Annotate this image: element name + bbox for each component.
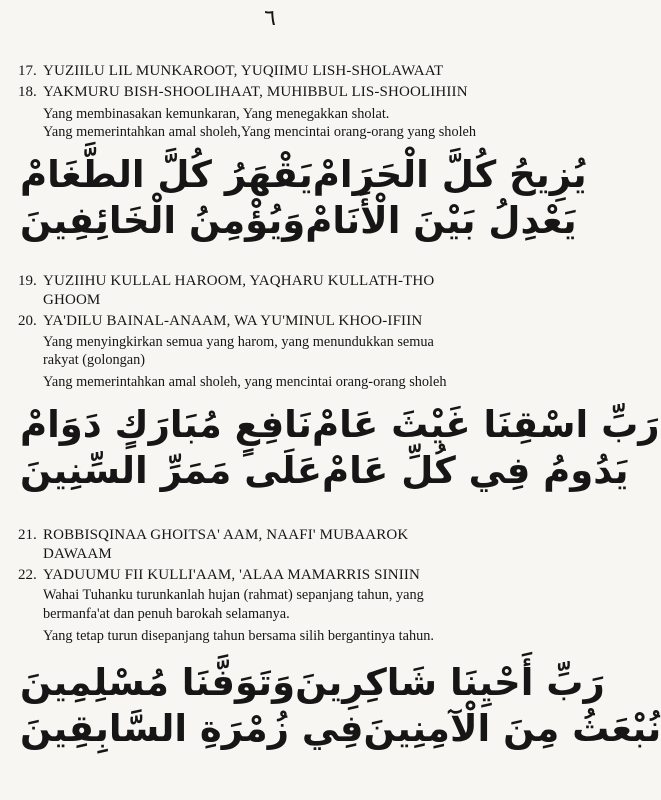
translation-line: Wahai Tuhanku turunkanlah hujan (rahmat) sepanjang tahun, yang <box>43 587 424 603</box>
arabic-hemistich: نَافِعٍ مُبَارَكٍ دَوَامْ <box>20 403 312 446</box>
arabic-hemistich: نُبْعَثُ مِنَ الْآمِنِينَ <box>363 707 661 750</box>
arabic-row <box>20 706 661 752</box>
verse-transliteration: DAWAAM <box>43 546 112 562</box>
arabic-verse-block <box>20 402 660 494</box>
arabic-hemistich: رَبِّ أَحْيِنَا شَاكِرِينَ <box>295 661 605 704</box>
arabic-row <box>20 198 577 244</box>
verse-transliteration: YUZIIHU KULLAL HAROOM, YAQHARU KULLATH-THO <box>43 273 435 289</box>
verse-transliteration: YAKMURU BISH-SHOOLIHAAT, MUHIBBUL LIS-SHOOLIHIIN <box>43 84 468 100</box>
arabic-row <box>20 152 587 198</box>
translation-line: Yang membinasakan kemunkaran, Yang menegakkan sholat. <box>43 106 390 122</box>
arabic-hemistich: يَقْهَرُ كُلَّ الطَّغَامْ <box>20 153 313 196</box>
verse-transliteration: GHOOM <box>43 292 101 308</box>
verse-number: 19. <box>18 273 37 289</box>
translation-line: rakyat (golongan) <box>43 352 146 368</box>
arabic-hemistich: رَبِّ اسْقِنَا غَيْثَ عَامْ <box>311 403 660 446</box>
translation-line: Yang memerintahkan amal sholeh,Yang mencintai orang-orang yang sholeh <box>43 124 477 140</box>
arabic-hemistich: يَدُومُ فِي كُلِّ عَامْ <box>322 449 629 492</box>
verse-number: 18. <box>18 84 37 100</box>
arabic-verse-block <box>20 152 587 244</box>
arabic-hemistich: فِي زُمْرَةِ السَّابِقِينَ <box>20 707 364 750</box>
verse-transliteration: YUZIILU LIL MUNKAROOT, YUQIIMU LISH-SHOLAWAAT <box>43 63 444 79</box>
arabic-hemistich: يَعْدِلُ بَيْنَ الْأَنَامْ <box>305 199 577 242</box>
arabic-hemistich: يُزِيحُ كُلَّ الْحَرَامْ <box>312 153 587 196</box>
verse-transliteration: YADUUMU FII KULLI'AAM, 'ALAA MAMARRIS SINIIN <box>43 567 421 583</box>
translation-line: Yang menyingkirkan semua yang harom, yang menundukkan semua <box>43 334 434 350</box>
translation-line: Yang tetap turun disepanjang tahun bersama silih bergantinya tahun. <box>43 628 434 644</box>
verse-number: 21. <box>18 527 37 543</box>
arabic-hemistich: وَتَوَفَّنَا مُسْلِمِينَ <box>20 661 296 704</box>
arabic-row <box>20 402 660 448</box>
translation-line: Yang memerintahkan amal sholeh, yang mencintai orang-orang sholeh <box>43 374 447 390</box>
verse-number: 17. <box>18 63 37 79</box>
translation-line: bermanfa'at dan penuh barokah selamanya. <box>43 606 290 622</box>
arabic-verse-block <box>20 660 661 752</box>
verse-transliteration: ROBBISQINAA GHOITSA' AAM, NAAFI' MUBAAROK <box>43 527 409 543</box>
arabic-row <box>20 660 605 706</box>
page-number: ٦ <box>264 6 276 31</box>
arabic-row <box>20 448 629 494</box>
verse-transliteration: YA'DILU BAINAL-ANAAM, WA YU'MINUL KHOO-IFIIN <box>43 313 423 329</box>
arabic-hemistich: وَيُؤْمِنُ الْخَائِفِينَ <box>20 199 306 242</box>
arabic-hemistich: عَلَى مَمَرِّ السِّنِينَ <box>20 449 323 492</box>
verse-number: 20. <box>18 313 37 329</box>
verse-number: 22. <box>18 567 37 583</box>
